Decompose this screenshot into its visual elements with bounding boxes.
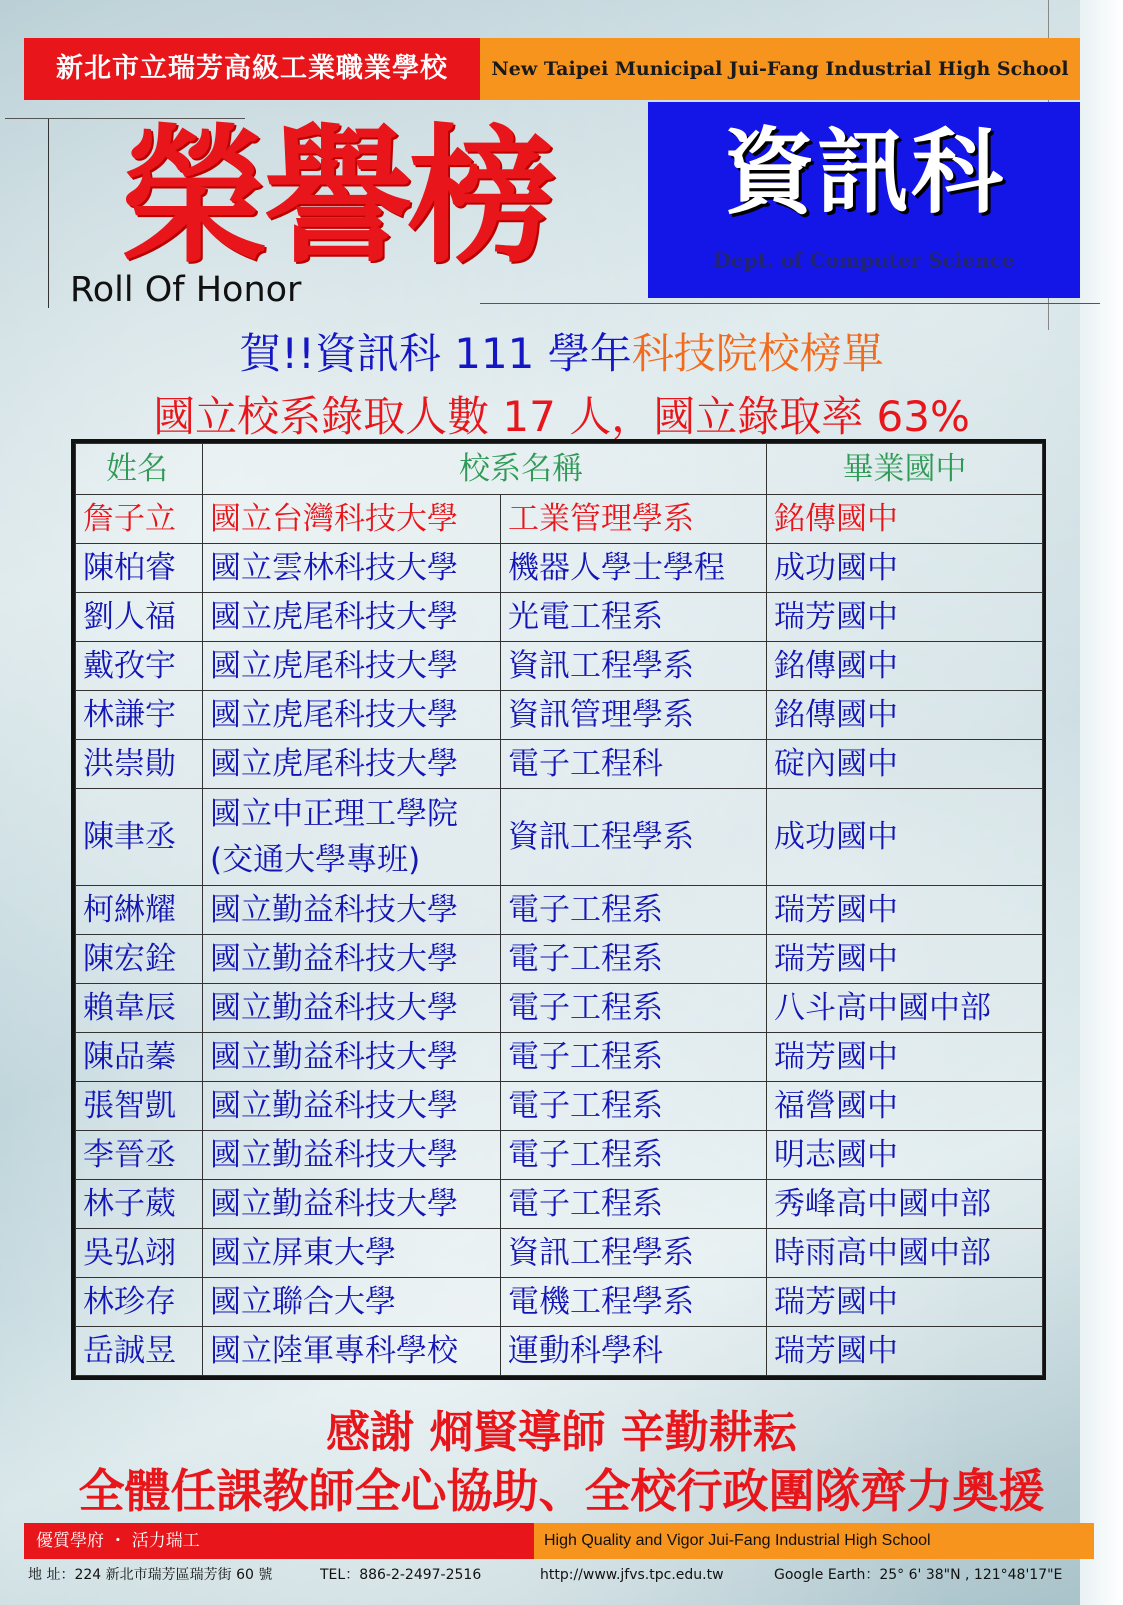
school-name-english: New Taipei Municipal Jui-Fang Industrial High School <box>480 38 1080 100</box>
table-row <box>76 1278 1043 1327</box>
junior-high-name: 瑞芳國中 <box>767 1033 1043 1082</box>
school-name: 國立勤益科技大學 <box>203 886 501 935</box>
footer-address: 地 址：224 新北市瑞芳區瑞芳街 60 號 <box>28 1567 273 1583</box>
student-name: 洪崇勛 <box>76 740 203 789</box>
headline-line-1 <box>0 326 1123 382</box>
table-row <box>76 984 1043 1033</box>
headline-prefix: 賀!!資訊科 111 學年 <box>239 329 632 378</box>
student-name: 岳誠昱 <box>76 1327 203 1376</box>
frame-line <box>480 303 1100 304</box>
department-name: 工業管理學系 <box>501 495 767 544</box>
department-name: 電子工程科 <box>501 740 767 789</box>
table-row <box>76 593 1043 642</box>
junior-high-name: 銘傳國中 <box>767 495 1043 544</box>
department-name: 資訊工程學系 <box>501 789 767 886</box>
headline-line-2: 國立校系錄取人數 17 人，國立錄取率 63% <box>153 392 970 441</box>
footer-website-link[interactable]: http://www.jfvs.tpc.edu.tw <box>540 1567 724 1583</box>
junior-high-name: 碇內國中 <box>767 740 1043 789</box>
thanks-line-1: 感謝 烱賢導師 辛勤耕耘 <box>326 1407 797 1458</box>
footer-telephone: TEL：886-2-2497-2516 <box>320 1567 482 1583</box>
student-name: 林子葳 <box>76 1180 203 1229</box>
department-name-chinese: 資訊科 <box>722 119 1005 226</box>
table-row <box>76 544 1043 593</box>
table-row <box>76 789 1043 886</box>
junior-high-name: 時雨高中國中部 <box>767 1229 1043 1278</box>
roll-of-honor-subtitle: Roll Of Honor <box>70 270 302 310</box>
department-name: 電子工程系 <box>501 1033 767 1082</box>
department-name: 電子工程系 <box>501 984 767 1033</box>
school-name: 國立屏東大學 <box>203 1229 501 1278</box>
junior-high-name: 瑞芳國中 <box>767 1278 1043 1327</box>
table-row <box>76 1131 1043 1180</box>
department-name: 光電工程系 <box>501 593 767 642</box>
junior-high-name: 瑞芳國中 <box>767 1327 1043 1376</box>
school-name-line: 國立中正理工學院 <box>210 796 458 832</box>
admission-table <box>71 439 1046 1380</box>
department-name: 電子工程系 <box>501 1131 767 1180</box>
school-name: 國立勤益科技大學 <box>203 1180 501 1229</box>
department-name: 電子工程系 <box>501 1082 767 1131</box>
school-name: 國立勤益科技大學 <box>203 1131 501 1180</box>
junior-high-name: 秀峰高中國中部 <box>767 1180 1043 1229</box>
footer-slogan-chinese: 優質學府 ・ 活力瑞工 <box>24 1523 534 1559</box>
header-school-dept: 校系名稱 <box>203 444 767 495</box>
header-name: 姓名 <box>76 444 203 495</box>
table-row <box>76 1229 1043 1278</box>
school-name: 國立雲林科技大學 <box>203 544 501 593</box>
student-name: 林珍存 <box>76 1278 203 1327</box>
right-edge-strip <box>1080 0 1123 1605</box>
junior-high-name: 明志國中 <box>767 1131 1043 1180</box>
frame-line <box>48 118 49 308</box>
table-row <box>76 935 1043 984</box>
junior-high-name: 瑞芳國中 <box>767 593 1043 642</box>
table-row <box>76 886 1043 935</box>
footer-coordinates: Google Earth：25° 6' 38"N , 121°48'17"E <box>774 1567 1063 1583</box>
school-name: 國立虎尾科技大學 <box>203 691 501 740</box>
table-header-row <box>76 444 1043 495</box>
department-name: 資訊工程學系 <box>501 1229 767 1278</box>
department-name-english: Dept. of Computer Science <box>713 248 1015 272</box>
student-name: 柯綝耀 <box>76 886 203 935</box>
department-name: 運動科學科 <box>501 1327 767 1376</box>
student-name: 張智凱 <box>76 1082 203 1131</box>
student-name: 詹子立 <box>76 495 203 544</box>
table-row <box>76 495 1043 544</box>
student-name: 陳聿丞 <box>76 789 203 886</box>
school-name: 國立陸軍專科學校 <box>203 1327 501 1376</box>
school-name: 國立台灣科技大學 <box>203 495 501 544</box>
department-name: 電機工程學系 <box>501 1278 767 1327</box>
student-name: 陳品蓁 <box>76 1033 203 1082</box>
student-name: 吳弘翊 <box>76 1229 203 1278</box>
school-name: 國立虎尾科技大學 <box>203 740 501 789</box>
student-name: 戴孜宇 <box>76 642 203 691</box>
headline-suffix: 科技院校榜單 <box>631 329 884 378</box>
school-name <box>203 789 501 886</box>
table-row <box>76 1033 1043 1082</box>
footer-slogan-english: High Quality and Vigor Jui-Fang Industrial High School <box>534 1523 1094 1559</box>
table-row <box>76 1180 1043 1229</box>
school-name: 國立勤益科技大學 <box>203 984 501 1033</box>
department-name: 資訊工程學系 <box>501 642 767 691</box>
department-name: 電子工程系 <box>501 886 767 935</box>
table-row <box>76 691 1043 740</box>
student-name: 陳宏銓 <box>76 935 203 984</box>
table-row <box>76 740 1043 789</box>
table-row <box>76 642 1043 691</box>
student-name: 林謙宇 <box>76 691 203 740</box>
junior-high-name: 成功國中 <box>767 789 1043 886</box>
school-name: 國立勤益科技大學 <box>203 1082 501 1131</box>
school-name: 國立虎尾科技大學 <box>203 593 501 642</box>
school-name: 國立勤益科技大學 <box>203 935 501 984</box>
junior-high-name: 銘傳國中 <box>767 691 1043 740</box>
student-name: 李晉丞 <box>76 1131 203 1180</box>
school-name: 國立聯合大學 <box>203 1278 501 1327</box>
junior-high-name: 瑞芳國中 <box>767 886 1043 935</box>
junior-high-name: 銘傳國中 <box>767 642 1043 691</box>
school-name: 國立虎尾科技大學 <box>203 642 501 691</box>
student-name: 劉人福 <box>76 593 203 642</box>
department-name: 電子工程系 <box>501 935 767 984</box>
student-name: 陳柏睿 <box>76 544 203 593</box>
junior-high-name: 瑞芳國中 <box>767 935 1043 984</box>
school-name-chinese: 新北市立瑞芳高級工業職業學校 <box>24 38 480 100</box>
thanks-line-2: 全體任課教師全心協助、全校行政團隊齊力奧援 <box>78 1464 1045 1518</box>
student-name: 賴韋辰 <box>76 984 203 1033</box>
junior-high-name: 成功國中 <box>767 544 1043 593</box>
department-name: 電子工程系 <box>501 1180 767 1229</box>
junior-high-name: 福營國中 <box>767 1082 1043 1131</box>
roll-of-honor-title: 榮譽榜 <box>120 111 552 283</box>
department-name: 機器人學士學程 <box>501 544 767 593</box>
junior-high-name: 八斗高中國中部 <box>767 984 1043 1033</box>
table-row <box>76 1327 1043 1376</box>
header-junior-high: 畢業國中 <box>767 444 1043 495</box>
table-row <box>76 1082 1043 1131</box>
school-name: 國立勤益科技大學 <box>203 1033 501 1082</box>
department-name: 資訊管理學系 <box>501 691 767 740</box>
school-name-line: (交通大學專班) <box>210 842 421 878</box>
